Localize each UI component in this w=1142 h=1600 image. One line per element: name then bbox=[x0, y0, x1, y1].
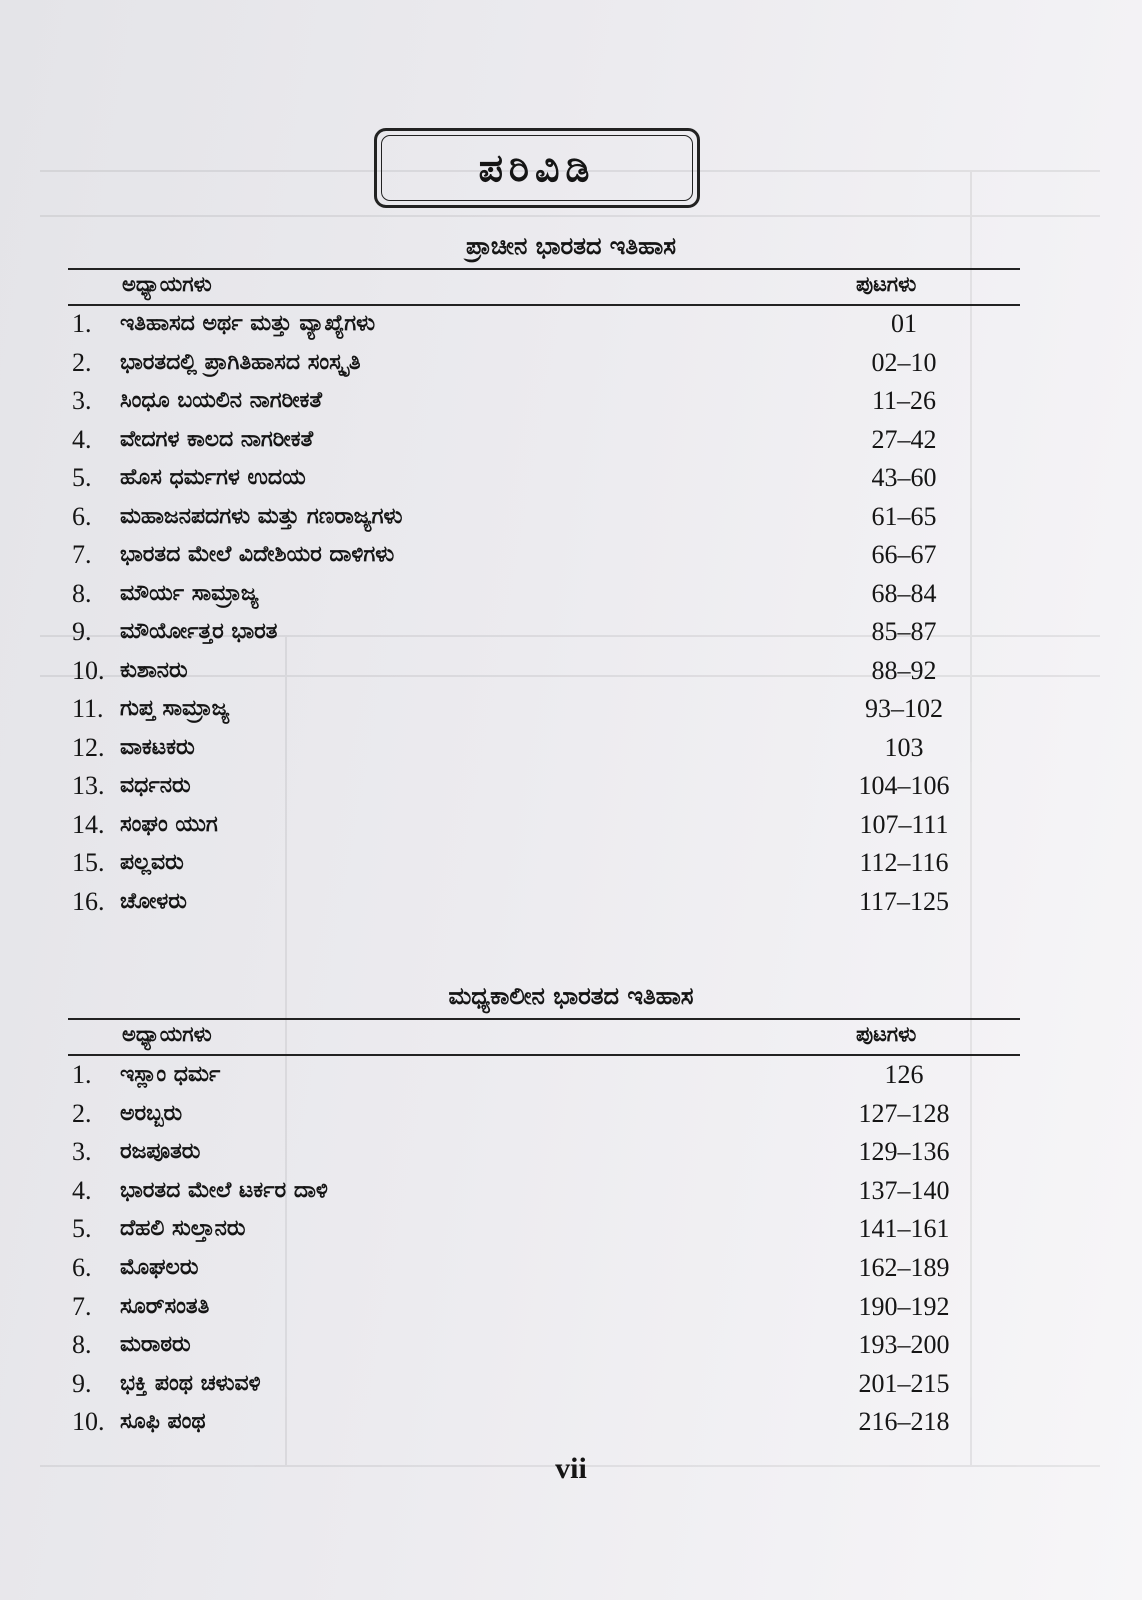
section-rule-top bbox=[68, 268, 1020, 270]
page-range: 190–192 bbox=[858, 1291, 950, 1321]
toc-row bbox=[72, 422, 972, 458]
page-range: 02–10 bbox=[871, 347, 937, 377]
chapter-number: 10. bbox=[72, 1407, 105, 1437]
chapter-number: 6. bbox=[72, 1253, 92, 1282]
chapter-title: ಇಸ್ಲಾಂ ಧರ್ಮ bbox=[120, 1062, 221, 1087]
page-title: ಪರಿವಿಡಿ bbox=[478, 145, 596, 190]
page-range: 107–111 bbox=[859, 809, 949, 839]
chapter-number: 16. bbox=[72, 886, 105, 916]
chapter-number: 2. bbox=[72, 347, 92, 377]
chapter-title: ಚೋಳರು bbox=[120, 888, 187, 914]
chapter-number: 15. bbox=[72, 848, 105, 877]
chapter-number: 4. bbox=[72, 424, 92, 454]
chapter-title: ಭಕ್ತಿ ಪಂಥ ಚಳುವಳಿ bbox=[120, 1370, 261, 1396]
chapter-title: ಸೂರ್‌ಸಂತತಿ bbox=[120, 1293, 210, 1319]
page-range: 129–136 bbox=[858, 1137, 950, 1167]
page-range: 61–65 bbox=[871, 501, 937, 531]
chapter-number: 10. bbox=[72, 655, 105, 685]
page-number: vii bbox=[555, 1452, 587, 1485]
chapter-number: 5. bbox=[72, 1214, 92, 1244]
toc-row bbox=[72, 1327, 972, 1363]
chapter-title: ಕುಶಾನರು bbox=[120, 657, 188, 683]
chapter-number: 8. bbox=[72, 578, 92, 608]
chapter-number: 7. bbox=[72, 540, 92, 569]
page-range: 103 bbox=[884, 732, 924, 762]
toc-row bbox=[72, 1211, 972, 1247]
page-range: 216–218 bbox=[858, 1407, 950, 1437]
toc-row bbox=[72, 1404, 972, 1440]
col-header-pages: ಪುಟಗಳು bbox=[856, 1022, 917, 1046]
chapter-title: ರಜಪೂತರು bbox=[120, 1139, 201, 1165]
toc-row bbox=[72, 1057, 972, 1093]
chapter-title: ವಾಕಟಕರು bbox=[120, 734, 195, 760]
toc-row bbox=[72, 614, 972, 650]
chapter-title: ಗುಪ್ತ ಸಾಮ್ರಾಜ್ಯ bbox=[120, 696, 230, 721]
page-range: 93–102 bbox=[865, 694, 943, 723]
chapter-number: 4. bbox=[72, 1175, 92, 1205]
page-range: 27–42 bbox=[871, 424, 937, 454]
page-range: 68–84 bbox=[871, 578, 937, 608]
chapter-number: 14. bbox=[72, 809, 105, 839]
chapter-title: ವೇದಗಳ ಕಾಲದ ನಾಗರೀಕತೆ bbox=[120, 426, 314, 452]
page-range: 11–26 bbox=[871, 386, 937, 415]
toc-row bbox=[72, 807, 972, 843]
page-range: 141–161 bbox=[858, 1214, 950, 1244]
page-range: 193–200 bbox=[858, 1330, 950, 1360]
chapter-number: 2. bbox=[72, 1098, 92, 1128]
toc-row bbox=[72, 306, 972, 342]
chapter-number: 11. bbox=[72, 694, 104, 723]
toc-row bbox=[72, 1366, 972, 1402]
chapter-title: ಸಿಂಧೂ ಬಯಲಿನ ನಾಗರೀಕತೆ bbox=[120, 388, 322, 413]
page-range: 117–125 bbox=[858, 886, 950, 916]
toc-row bbox=[72, 345, 972, 381]
page-range: 162–189 bbox=[858, 1253, 950, 1282]
chapter-title: ಭಾರತದ ಮೇಲೆ ಟರ್ಕರ ದಾಳಿ bbox=[120, 1177, 328, 1203]
chapter-number: 5. bbox=[72, 463, 92, 492]
chapter-title: ಹೊಸ ಧರ್ಮಗಳ ಉದಯ bbox=[120, 465, 306, 490]
chapter-number: 9. bbox=[72, 1368, 92, 1398]
page-range: 43–60 bbox=[871, 463, 937, 492]
chapter-title: ಇತಿಹಾಸದ ಅರ್ಥ ಮತ್ತು ವ್ಯಾಖ್ಯೆಗಳು bbox=[120, 311, 376, 336]
page-range: 85–87 bbox=[871, 617, 937, 646]
chapter-title: ಮಹಾಜನಪದಗಳು ಮತ್ತು ಗಣರಾಜ್ಯಗಳು bbox=[120, 503, 403, 529]
toc-row bbox=[72, 537, 972, 573]
toc-row bbox=[72, 383, 972, 419]
chapter-title: ಪಲ್ಲವರು bbox=[120, 850, 184, 875]
page-range: 137–140 bbox=[858, 1175, 950, 1205]
chapter-title: ಭಾರತದಲ್ಲಿ ಪ್ರಾಗಿತಿಹಾಸದ ಸಂಸ್ಕೃತಿ bbox=[120, 349, 361, 375]
section-heading-medieval: ಮಧ್ಯಕಾಲೀನ ಭಾರತದ ಇತಿಹಾಸ bbox=[448, 982, 694, 1010]
chapter-number: 12. bbox=[72, 732, 105, 762]
page-range: 66–67 bbox=[871, 540, 937, 569]
section-heading-ancient: ಪ್ರಾಚೀನ ಭಾರತದ ಇತಿಹಾಸ bbox=[466, 232, 676, 260]
toc-row bbox=[72, 1134, 972, 1170]
toc-row bbox=[72, 1250, 972, 1286]
chapter-number: 13. bbox=[72, 771, 105, 800]
toc-row bbox=[72, 730, 972, 766]
toc-row bbox=[72, 460, 972, 496]
chapter-number: 6. bbox=[72, 501, 92, 531]
page-range: 104–106 bbox=[858, 771, 950, 800]
section-rule-top bbox=[68, 1018, 1020, 1020]
title-box bbox=[374, 128, 700, 208]
chapter-title: ಭಾರತದ ಮೇಲೆ ವಿದೇಶಿಯರ ದಾಳಿಗಳು bbox=[120, 542, 395, 567]
toc-row bbox=[72, 1173, 972, 1209]
chapter-title: ಸೂಫಿ ಪಂಥ bbox=[120, 1409, 206, 1435]
chapter-title: ಅರಬ್ಬರು bbox=[120, 1100, 183, 1126]
page-range: 88–92 bbox=[871, 655, 937, 685]
chapter-title: ಮರಾಠರು bbox=[120, 1332, 191, 1358]
page-range: 126 bbox=[884, 1060, 924, 1089]
page-range: 201–215 bbox=[858, 1368, 950, 1398]
page-range: 112–116 bbox=[859, 848, 949, 877]
header-rule bbox=[68, 1054, 1020, 1056]
toc-row bbox=[72, 691, 972, 727]
toc-row bbox=[72, 653, 972, 689]
chapter-number: 8. bbox=[72, 1330, 92, 1360]
page-range: 127–128 bbox=[858, 1098, 950, 1128]
toc-row bbox=[72, 1289, 972, 1325]
toc-row bbox=[72, 1096, 972, 1132]
toc-row bbox=[72, 499, 972, 535]
toc-row bbox=[72, 576, 972, 612]
chapter-title: ಮೌರ್ಯ ಸಾಮ್ರಾಜ್ಯ bbox=[120, 580, 259, 606]
chapter-number: 1. bbox=[72, 309, 92, 338]
chapter-number: 9. bbox=[72, 617, 92, 646]
chapter-title: ದೆಹಲಿ ಸುಲ್ತಾನರು bbox=[120, 1216, 246, 1242]
page-range: 01 bbox=[891, 309, 917, 338]
chapter-title: ಸಂಘಂ ಯುಗ bbox=[120, 811, 218, 837]
col-header-chapters: ಅಧ್ಯಾಯಗಳು bbox=[122, 272, 212, 296]
chapter-number: 1. bbox=[72, 1060, 92, 1089]
chapter-title: ಮೌರ್ಯೋತ್ತರ ಭಾರತ bbox=[120, 619, 278, 644]
toc-row bbox=[72, 768, 972, 804]
chapter-title: ಮೊಘಲರು bbox=[120, 1255, 199, 1280]
toc-row bbox=[72, 884, 972, 920]
chapter-title: ವರ್ಧನರು bbox=[120, 773, 191, 798]
col-header-chapters: ಅಧ್ಯಾಯಗಳು bbox=[122, 1022, 212, 1046]
chapter-number: 3. bbox=[72, 1137, 92, 1167]
chapter-number: 3. bbox=[72, 386, 92, 415]
toc-row bbox=[72, 845, 972, 881]
chapter-number: 7. bbox=[72, 1291, 92, 1321]
col-header-pages: ಪುಟಗಳು bbox=[856, 272, 917, 296]
